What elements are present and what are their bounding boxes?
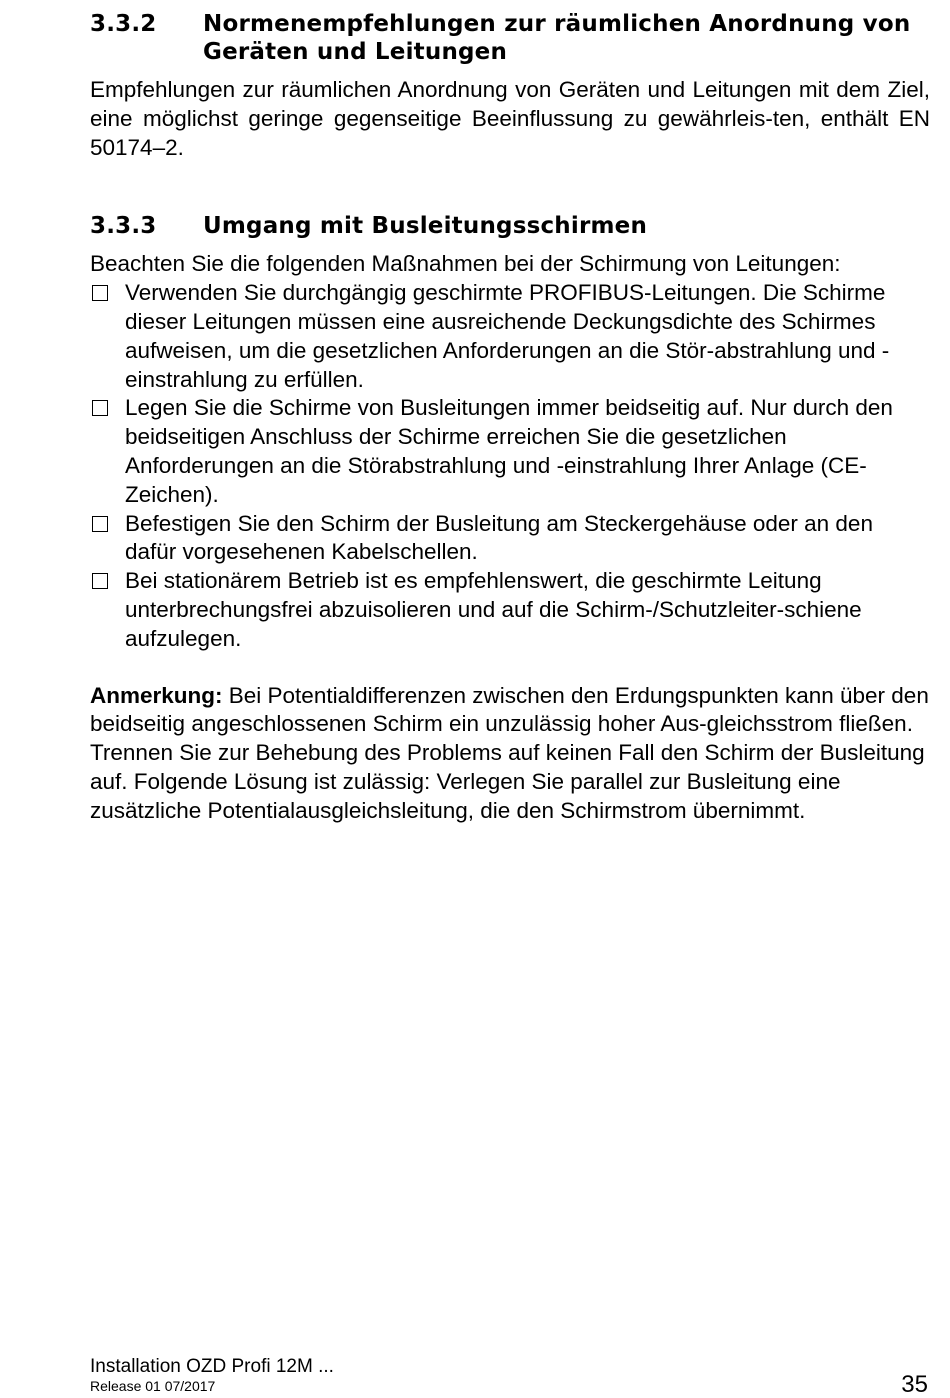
list-item-text: Legen Sie die Schirme von Busleitungen immer beidseitig auf. Nur durch den beidseitigen Anschluss der Schirme erreichen Sie die gesetzlichen Anforderungen an die Störabstrahlung und -einstrahlung Ihrer Anlage (CE-Zeichen).: [125, 395, 893, 507]
section-intro: Beachten Sie die folgenden Maßnahmen bei der Schirmung von Leitungen:: [90, 251, 841, 277]
list-item: [90, 279, 930, 394]
section-paragraph: Empfehlungen zur räumlichen Anordnung von Geräten und Leitungen mit dem Ziel, eine möglichst geringe gegenseitige Beeinflussung zu gewährleis-ten, enthält EN 50174–2.: [90, 77, 930, 160]
list-item-text: Bei stationärem Betrieb ist es empfehlenswert, die geschirmte Leitung unterbrechungsfrei abzuisolieren und auf die Schirm-/Schutzleiter-schiene aufzulegen.: [125, 568, 862, 651]
list-item: [90, 510, 930, 568]
section-number: 3.3.3: [90, 213, 157, 240]
list-item-text: Befestigen Sie den Schirm der Busleitung am Steckergehäuse oder an den dafür vorgesehenen Kabelschellen.: [125, 510, 873, 565]
footer-release: Release 01 07/2017: [90, 1378, 216, 1394]
note-paragraph: [90, 682, 930, 826]
checkbox-bullet-icon: [92, 573, 108, 589]
list-item: [90, 567, 930, 653]
section-heading-3-3-3: [90, 212, 930, 240]
page-number: 35: [901, 1371, 928, 1398]
section-title: Umgang mit Busleitungsschirmen: [203, 213, 648, 240]
checkbox-bullet-icon: [92, 400, 108, 416]
page-footer: [90, 1356, 928, 1398]
document-page: [90, 10, 930, 826]
section-heading-3-3-2: [90, 10, 930, 66]
note-text: Bei Potentialdifferenzen zwischen den Erdungspunkten kann über den beidseitig angeschlossenen Schirm ein unzulässig hoher Aus-gleichsstrom fließen. Trennen Sie zur Behebung des Problems auf keinen Fall den Schirm der Busleitung auf. Folgende Lösung ist zulässig: Verlegen Sie parallel zur Busleitung eine zusätzliche Potentialausgleichsleitung, die den Schirmstrom übernimmt.: [90, 682, 929, 823]
checkbox-bullet-icon: [92, 516, 108, 532]
checkbox-bullet-icon: [92, 285, 108, 301]
note-label: Anmerkung:: [90, 682, 223, 708]
section-title: Normenempfehlungen zur räumlichen Anordnung von Geräten und Leitungen: [203, 11, 911, 65]
list-item: [90, 394, 930, 509]
list-item-text: Verwenden Sie durchgängig geschirmte PROFIBUS-Leitungen. Die Schirme dieser Leitungen müssen eine ausreichende Deckungsdichte des Schirmes aufweisen, um die gesetzlichen Anforderungen an die Stör-abstrahlung und -einstrahlung zu erfüllen.: [125, 280, 890, 392]
section-number: 3.3.2: [90, 11, 157, 37]
measures-list: [90, 279, 930, 653]
footer-title: Installation OZD Profi 12M ...: [90, 1356, 334, 1377]
